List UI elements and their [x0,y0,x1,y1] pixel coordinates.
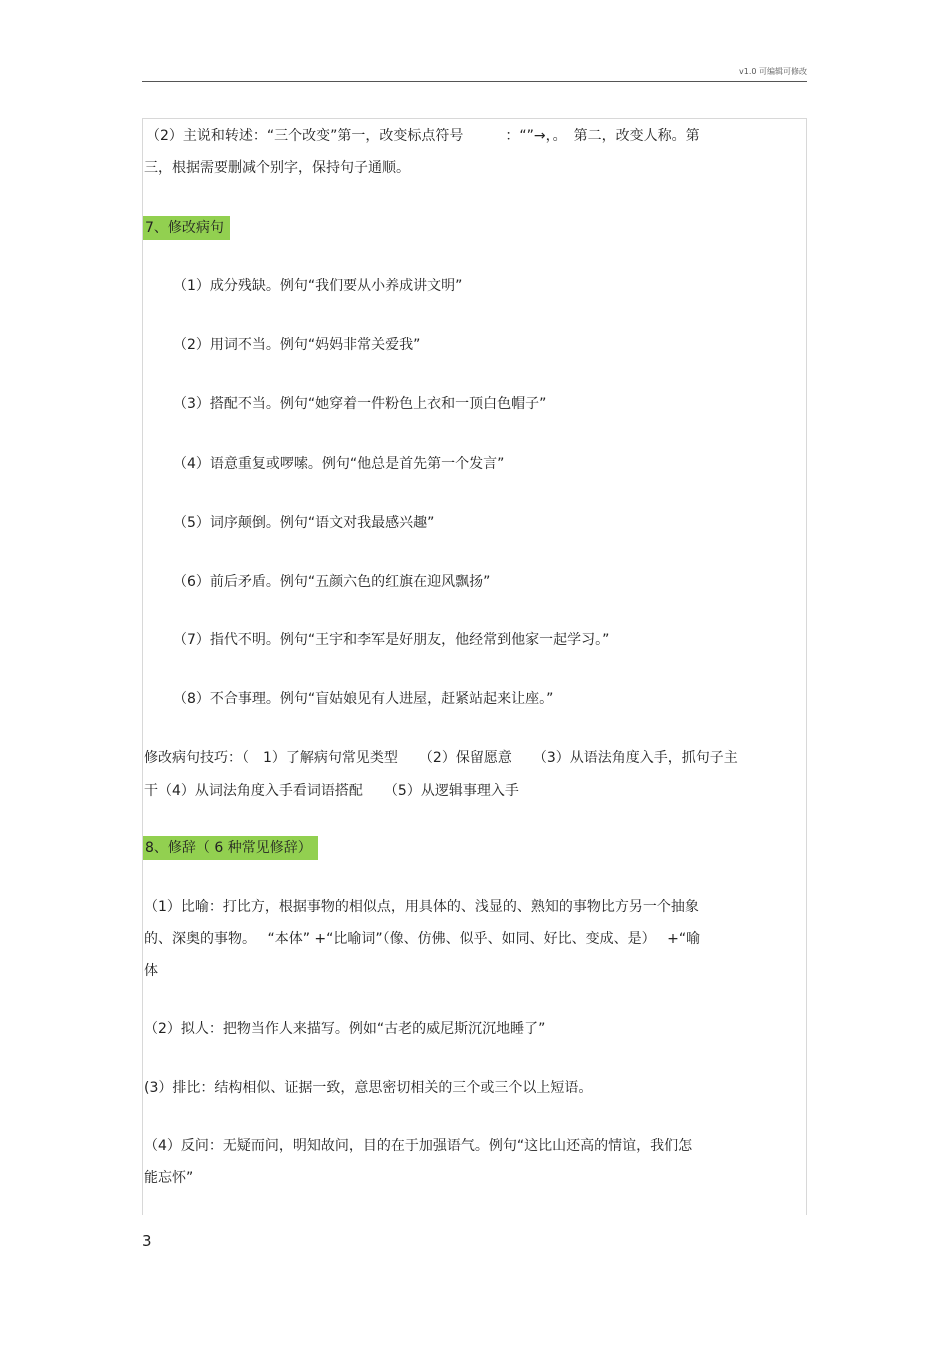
tips-line-1: 修改病句技巧：（ 1）了解病句常见类型 （2）保留愿意 （3）从语法角度入手，抓句子主 [144,750,738,766]
metaphor-line-1: （1）比喻：打比方，根据事物的相似点，用具体的、浅显的、熟知的事物比方另一个抽象 [144,899,699,915]
metaphor-line-3: 体 [144,963,158,979]
section-8-heading: 8、修辞（ 6 种常见修辞） [143,836,318,860]
quote-rule-line-1: （2）主说和转述：“三个改变”第一，改变标点符号 ：“”→，。 第二，改变人称。第 [146,128,700,144]
metaphor-line-2: 的、深奥的事物。 “本体” +“比喻词”（像、仿佛、似乎、如同、好比、变成、是） +“喻 [144,931,701,947]
list-item: （8）不合事理。例句“盲姑娘见有人进屋，赶紧站起来让座。” [173,691,554,707]
tips-line-2: 干（4）从词法角度入手看词语搭配 （5）从逻辑事理入手 [144,783,519,799]
section-7-heading: 7、修改病句 [143,216,230,240]
content-frame-top [142,118,807,119]
content-frame-left [142,118,143,1215]
quote-rule-line-2: 三，根据需要删减个别字，保持句子通顺。 [144,160,410,176]
list-item: （7）指代不明。例句“王宇和李军是好朋友，他经常到他家一起学习。” [173,632,610,648]
header-rule [142,81,807,82]
content-frame-right [806,118,807,1215]
rhetorical-line-1: （4）反问：无疑而问，明知故问，目的在于加强语气。例句“这比山还高的情谊，我们怎 [144,1138,693,1154]
list-item: （3）搭配不当。例句“她穿着一件粉色上衣和一顶白色帽子” [173,396,547,412]
list-item: （4）语意重复或啰嗦。例句“他总是首先第一个发言” [173,456,505,472]
personification-line: （2）拟人：把物当作人来描写。例如“古老的威尼斯沉沉地睡了” [144,1021,546,1037]
header-version-note: v1.0 可编辑可修改 [739,67,807,76]
list-item: （6）前后矛盾。例句“五颜六色的红旗在迎风飘扬” [173,574,491,590]
list-item: （5）词序颠倒。例句“语文对我最感兴趣” [173,515,435,531]
parallelism-line: (3）排比：结构相似、证据一致，意思密切相关的三个或三个以上短语。 [144,1080,593,1096]
rhetorical-line-2: 能忘怀” [144,1170,194,1186]
list-item: （1）成分残缺。例句“我们要从小养成讲文明” [173,278,463,294]
page-number: 3 [142,1232,152,1250]
list-item: （2）用词不当。例句“妈妈非常关爱我” [173,337,421,353]
